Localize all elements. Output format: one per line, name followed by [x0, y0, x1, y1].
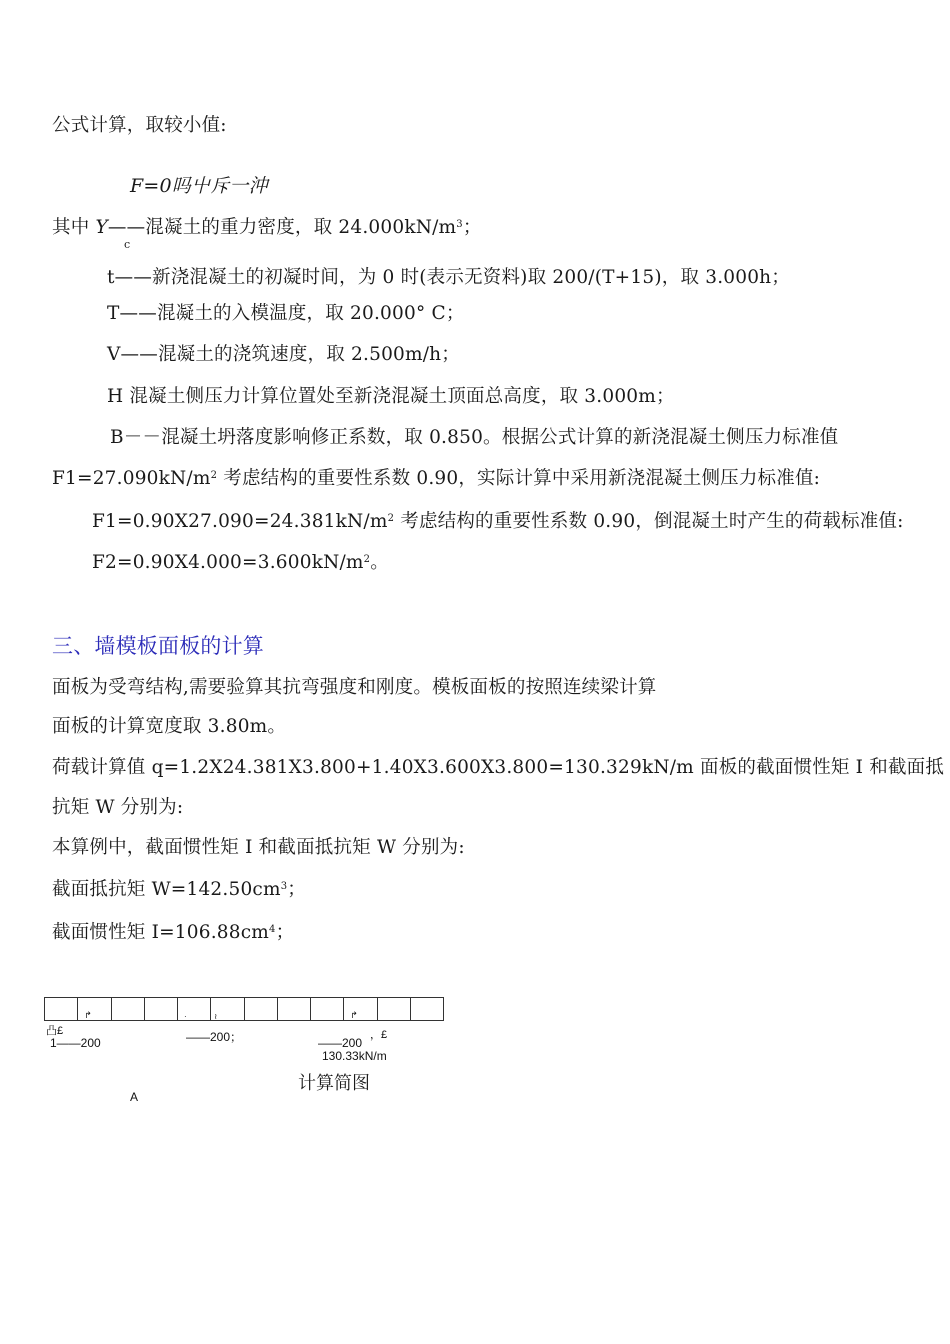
beam-cell	[311, 998, 344, 1020]
F1a-line	[52, 467, 820, 491]
F1a-post: 考虑结构的重要性系数 0.90，实际计算中采用新浇混凝土侧压力标准值:	[217, 468, 821, 489]
F2-line	[92, 551, 389, 575]
beam-cell	[245, 998, 278, 1020]
F1a-sup: 2	[210, 470, 218, 481]
beam-cell	[45, 998, 78, 1020]
beam-cell	[211, 998, 244, 1020]
formula: F=0吗屮斥一沖	[130, 175, 268, 197]
F1b-pre: F1=0.90X27.090=24.381kN/m	[92, 511, 388, 532]
F2-pre: F2=0.90X4.000=3.600kN/m	[92, 552, 364, 573]
F2-sup: 2	[363, 554, 371, 565]
gamma-symbol: Y	[95, 217, 108, 238]
span-label-3: ——200	[318, 1036, 363, 1050]
I-post: ；	[275, 922, 295, 943]
gamma-end: ；	[462, 217, 482, 238]
span-label-1: 1——200	[50, 1036, 101, 1050]
I-pre: 截面惯性矩 I=106.88cm	[52, 922, 270, 943]
W-sup: 3	[280, 881, 288, 892]
gamma-sup: 3	[456, 219, 463, 230]
F1b-post: 考虑结构的重要性系数 0.90，倒混凝土时产生的荷载标准值:	[394, 511, 904, 532]
body-p3a: 荷载计算值 q=1.2X24.381X3.800+1.40X3.600X3.800=130.329kN/m 面板的截面惯性矩 I 和截面抵	[52, 757, 945, 778]
span-label-2: ——200；	[186, 1030, 243, 1044]
beam-cell	[112, 998, 145, 1020]
gamma-subscript: c	[124, 238, 131, 251]
beam-cell	[411, 998, 443, 1020]
T-line: T——混凝土的入模温度，取 20.000° C；	[107, 303, 465, 324]
body-p1: 面板为受弯结构,需要验算其抗弯强度和刚度。模板面板的按照连续梁计算	[52, 677, 657, 698]
load-tick-icon: ·	[184, 1012, 187, 1021]
support-mark-left: 凸£	[46, 1025, 64, 1037]
beam-cell	[145, 998, 178, 1020]
beam-cell	[344, 998, 377, 1020]
B-line: B－－混凝土坍落度影响修正系数，取 0.850。根据公式计算的新浇混凝土侧压力标准值	[110, 427, 839, 448]
load-value: 130.33kN/m	[322, 1049, 387, 1063]
gamma-text: ——混凝土的重力密度，取 24.000kN/m	[107, 217, 457, 238]
I-sup: 4	[269, 924, 276, 935]
body-p3b: 抗矩 W 分别为:	[52, 797, 184, 818]
W-post: ；	[287, 879, 306, 900]
I-line	[52, 921, 294, 945]
gamma-prefix: 其中	[52, 217, 96, 238]
W-line	[52, 878, 306, 902]
V-line: V——混凝土的浇筑速度，取 2.500m/h；	[107, 344, 460, 365]
F1a-pre: F1=27.090kN/m	[52, 468, 211, 489]
H-line: H 混凝土侧压力计算位置处至新浇混凝土顶面总高度，取 3.000m；	[107, 386, 675, 407]
support-label-a: A	[130, 1090, 139, 1104]
F1b-line	[92, 510, 904, 534]
load-arrow-icon: ↱	[350, 1010, 358, 1020]
body-p2: 面板的计算宽度取 3.80m。	[52, 716, 287, 737]
beam-cell	[378, 998, 411, 1020]
beam-cell	[178, 998, 211, 1020]
F2-post: 。	[370, 552, 389, 573]
diagram-caption: 计算简图	[298, 1073, 370, 1094]
beam-cell	[78, 998, 111, 1020]
t0-line: t——新浇混凝土的初凝时间，为 0 时(表示无资料)取 200/(T+15)，取 3.000h；	[107, 267, 791, 288]
W-pre: 截面抵抗矩 W=142.50cm	[52, 879, 281, 900]
beam-diagram	[44, 997, 444, 1021]
intro-text: 公式计算，取较小值:	[52, 115, 227, 136]
beam-cell	[278, 998, 311, 1020]
body-p4: 本算例中，截面惯性矩 I 和截面抵抗矩 W 分别为:	[52, 837, 465, 858]
load-arrow-icon: ↱	[84, 1010, 92, 1020]
support-mark-right: ，£	[370, 1029, 388, 1041]
load-mark-icon: ≀	[214, 1012, 218, 1021]
gamma-line	[52, 216, 482, 240]
F1b-sup: 2	[387, 513, 395, 524]
section-heading: 三、墙模板面板的计算	[52, 634, 264, 658]
